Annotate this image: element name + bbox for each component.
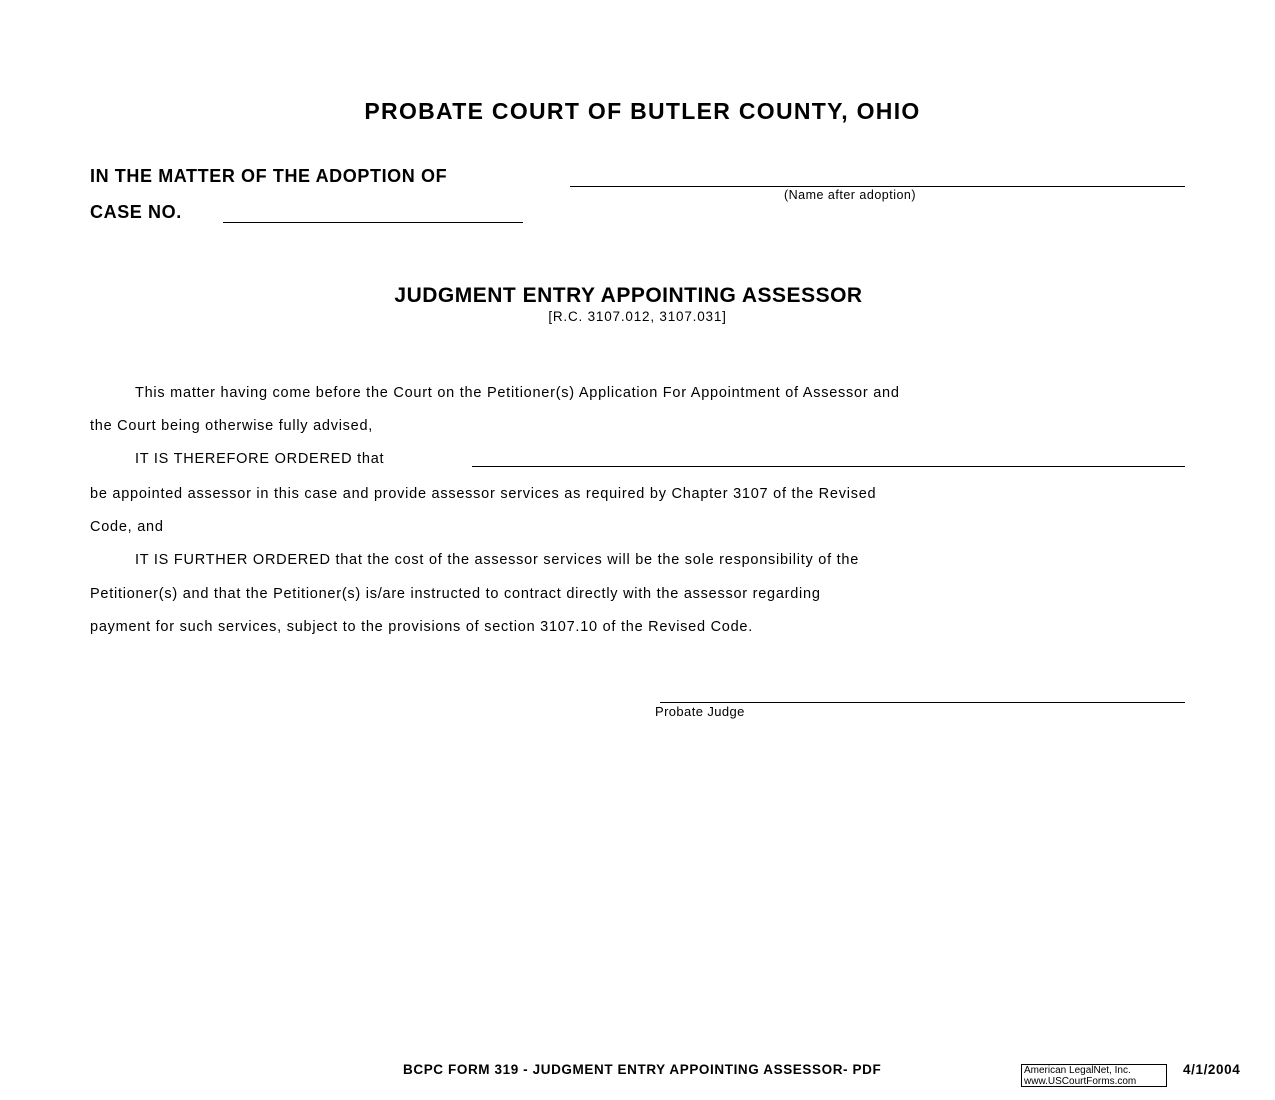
probate-judge-caption: Probate Judge — [655, 704, 745, 719]
adoption-matter-label: IN THE MATTER OF THE ADOPTION OF — [90, 166, 448, 186]
footer-date: 4/1/2004 — [1183, 1062, 1241, 1077]
entry-title: JUDGMENT ENTRY APPOINTING ASSESSOR — [394, 284, 863, 307]
name-after-adoption-caption: (Name after adoption) — [783, 188, 917, 202]
judge-signature-line[interactable] — [660, 702, 1185, 703]
court-title: PROBATE COURT OF BUTLER COUNTY, OHIO — [364, 98, 921, 124]
body-line-5: Code, and — [90, 519, 164, 535]
assessor-name-line[interactable] — [472, 466, 1185, 467]
adoptee-name-line[interactable] — [570, 186, 1185, 187]
entry-statute-reference: [R.C. 3107.012, 3107.031] — [548, 309, 727, 324]
publisher-name: American LegalNet, Inc. — [1024, 1065, 1131, 1076]
body-line-4: be appointed assessor in this case and provide assessor services as required by Chapter 3107 of the Revised — [90, 486, 877, 502]
body-line-3: IT IS THEREFORE ORDERED that — [135, 451, 385, 467]
body-line-8: payment for such services, subject to the provisions of section 3107.10 of the Revised Code. — [90, 619, 754, 635]
body-line-2: the Court being otherwise fully advised, — [90, 418, 374, 434]
body-line-1: This matter having come before the Court on the Petitioner(s) Application For Appointment of Assessor and — [135, 385, 900, 401]
body-line-6: IT IS FURTHER ORDERED that the cost of the assessor services will be the sole responsibility of the — [135, 552, 860, 568]
publisher-url: www.USCourtForms.com — [1024, 1075, 1137, 1087]
footer-form-label: BCPC FORM 319 - JUDGMENT ENTRY APPOINTING ASSESSOR- PDF — [403, 1062, 882, 1077]
publisher-box — [1021, 1064, 1167, 1087]
case-number-label: CASE NO. — [90, 202, 182, 222]
case-number-line[interactable] — [223, 222, 523, 223]
body-line-7: Petitioner(s) and that the Petitioner(s) is/are instructed to contract directly with the assessor regarding — [90, 586, 821, 602]
